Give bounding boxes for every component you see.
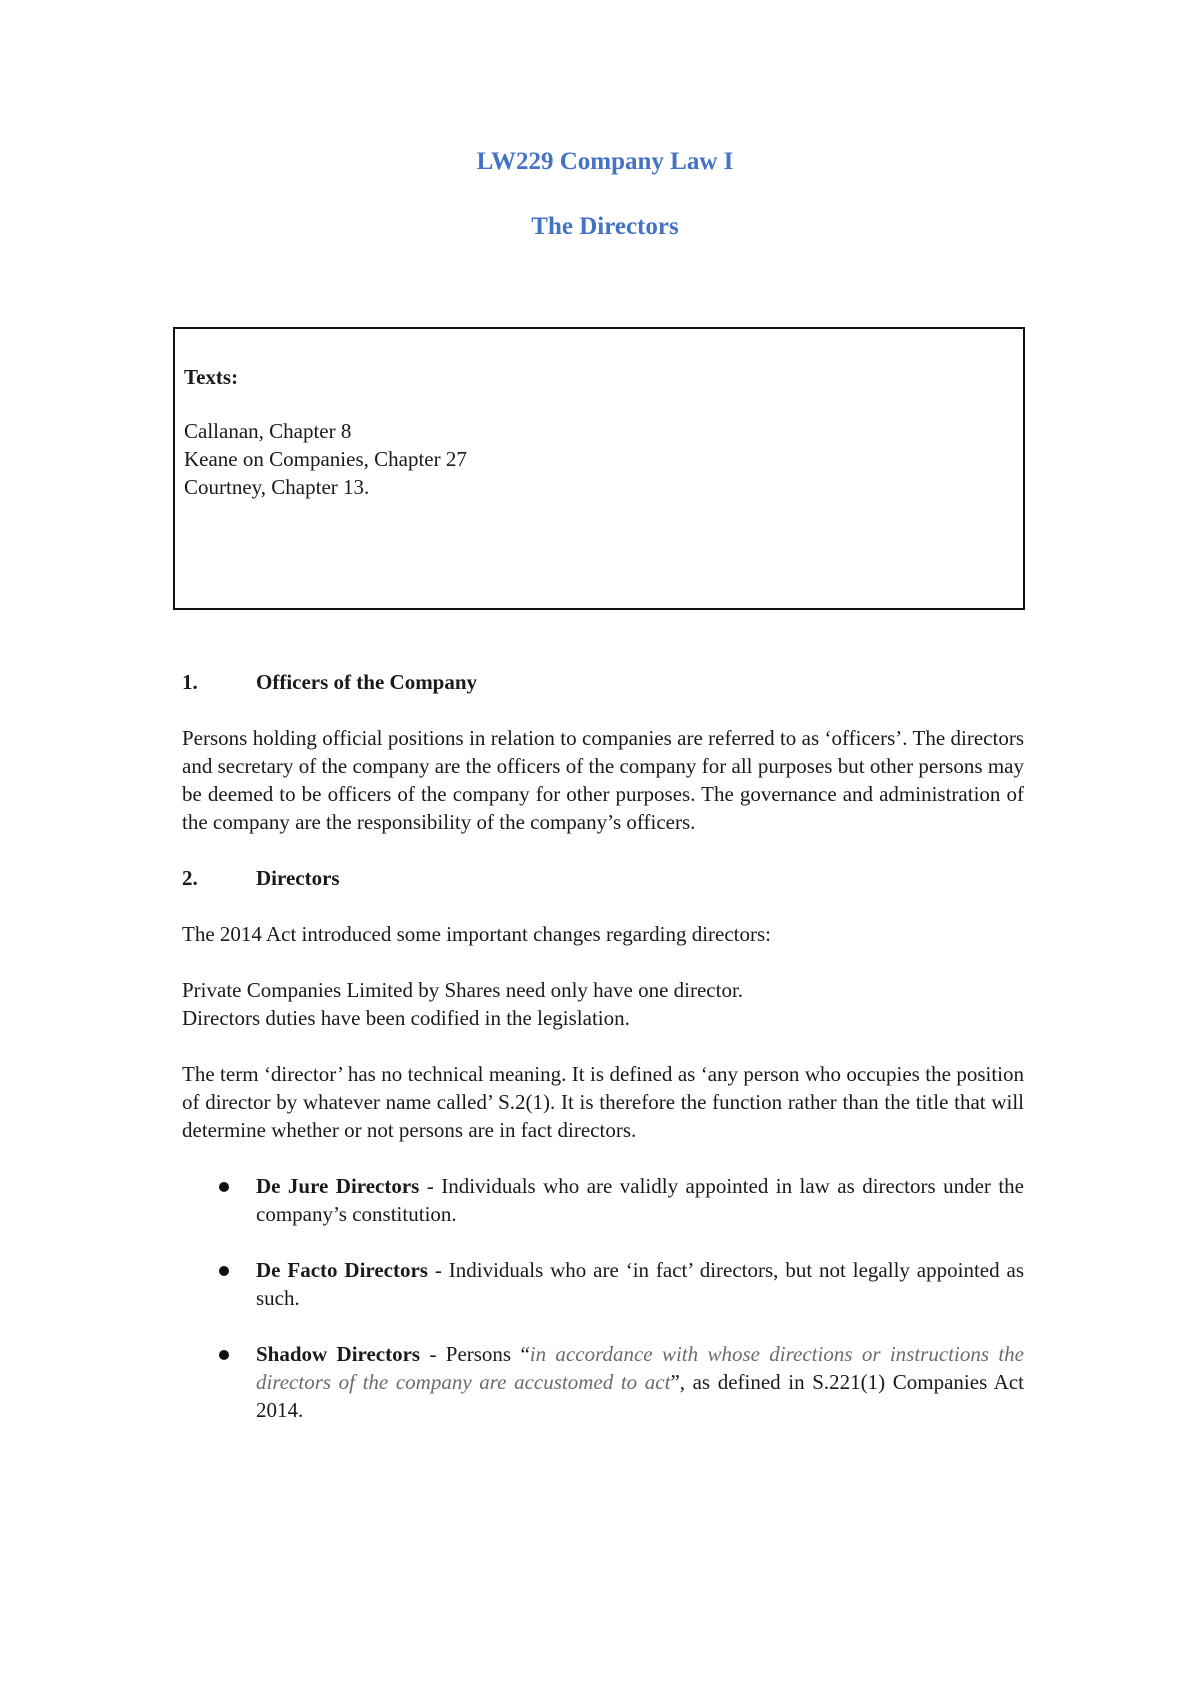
section-heading-officers — [182, 668, 1024, 696]
director-type-term: Shadow Directors — [256, 1342, 421, 1366]
directors-change-2: Directors duties have been codified in the legislation. — [182, 1006, 630, 1030]
list-item-de-jure — [182, 1172, 1024, 1228]
officers-paragraph: Persons holding official positions in relation to companies are referred to as ‘officers’. The directors and secretary of the company are the officers of the company for all purposes but other persons may be deemed to be officers of the company for other purposes. The governance and administration of the company are the responsibility of the company’s officers. — [182, 726, 1024, 834]
director-types-list — [182, 1172, 1024, 1424]
topic-title: The Directors — [531, 213, 679, 240]
director-type-text: - Persons “ — [420, 1342, 530, 1366]
texts-box — [173, 327, 1025, 610]
text-item: Courtney, Chapter 13. — [184, 475, 370, 499]
director-type-text: ”, as defined in S.221(1) Companies Act 2014. — [256, 1370, 1025, 1422]
text-item: Keane on Companies, Chapter 27 — [184, 447, 467, 471]
texts-label: Texts: — [184, 365, 239, 389]
directors-intro: The 2014 Act introduced some important changes regarding directors: — [182, 922, 771, 946]
directors-change-1: Private Companies Limited by Shares need only have one director. — [182, 978, 744, 1002]
director-type-text: - Individuals who are validly appointed in law as directors under the company’s constitution. — [256, 1174, 1024, 1226]
section-number: 1. — [182, 670, 198, 694]
section-title: Directors — [256, 866, 340, 890]
bullet-icon — [219, 1182, 229, 1192]
statutory-quote: in accordance with whose directions or instructions the directors of the company are accustomed to act — [256, 1342, 1024, 1394]
section-title: Officers of the Company — [256, 670, 478, 694]
list-item-shadow — [182, 1340, 1024, 1424]
bullet-icon — [219, 1266, 229, 1276]
section-number: 2. — [182, 866, 198, 890]
text-item: Callanan, Chapter 8 — [184, 419, 352, 443]
director-type-text: - Individuals who are ‘in fact’ directors, but not legally appointed as such. — [256, 1258, 1024, 1310]
document-body — [182, 668, 1024, 1424]
director-type-term: De Jure Directors — [256, 1174, 420, 1198]
list-item-de-facto — [182, 1256, 1024, 1312]
section-heading-directors — [182, 864, 1024, 892]
bullet-icon — [219, 1350, 229, 1360]
course-title: LW229 Company Law I — [476, 148, 734, 175]
director-definition: The term ‘director’ has no technical meaning. It is defined as ‘any person who occupies the position of director by whatever name called’ S.2(1). It is therefore the function rather than the title that will determine whether or not persons are in fact directors. — [182, 1062, 1024, 1142]
director-type-term: De Facto Directors — [256, 1258, 428, 1282]
